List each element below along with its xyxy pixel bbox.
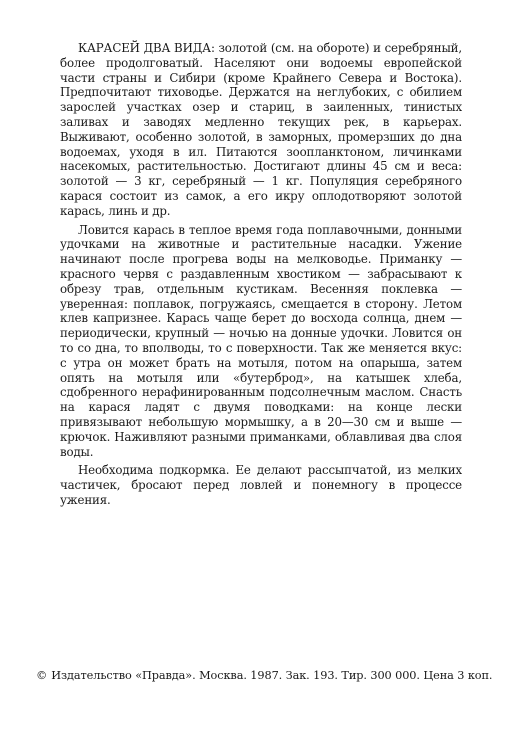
paragraph-species: КАРАСЕЙ ДВА ВИДА: золотой (см. на обороте) и серебряный, более продолговатый. Населяют они водоемы европейской части страны и Сибири (кроме Крайнего Севера и Востока). Предпочитают тиховодье. Держатся на неглубоких, с обилием зарослей участках озер и стариц, в заиленных, тинистых заливах и заводях медленно текущих рек, в карьерах. Выживают, особенно золотой, в заморных, промерзших до дна водоемах, уходя в ил. Питаются зоопланктоном, личинками насекомых, растительностью. Достигают длины 45 см и веса: золотой — 3 кг, серебряный — 1 кг. Популяция серебряного карася состоит из самок, а его икру оплодотворяют золотой карась, линь и др. bbox=[60, 41, 462, 218]
paragraph-fishing: Ловится карась в теплое время года поплавочными, донными удочками на животные и растительные насадки. Ужение начинают после прогрева воды на мелководье. Приманку — красного червя с раздавленным хвостиком — забрасывают к обрезу трав, отдельным кустикам. Весенняя поклевка — уверенная: поплавок, погружаясь, смещается в сторону. Летом клев капризнее. Карась чаще берет до восхода солнца, днем — периодически, крупный — ночью на донные удочки. Ловится он то со дна, то вполводы, то с поверхности. Так же меняется вкус: с утра он может брать на мотыля, потом на опарыша, затем опять на мотыля или «бутерброд», на катышек хлеба, сдобренного нерафинированным подсолнечным маслом. Снасть на карася ладят с двумя поводками: на конце лески привязывают небольшую мормышку, а в 20—30 см и выше — крючок. Наживляют разными приманками, облавливая два слоя воды. bbox=[60, 222, 462, 459]
article-body bbox=[60, 41, 462, 508]
publisher-imprint bbox=[36, 669, 493, 683]
imprint-text: Издательство «Правда». Москва. 1987. Зак. 193. Тир. 300 000. Цена 3 коп. bbox=[51, 669, 493, 682]
paragraph-bait: Необходима подкормка. Ее делают рассыпчатой, из мелких частичек, бросают перед ловлей и понемногу в процессе ужения. bbox=[60, 463, 462, 507]
copyright-icon: © bbox=[36, 669, 48, 682]
